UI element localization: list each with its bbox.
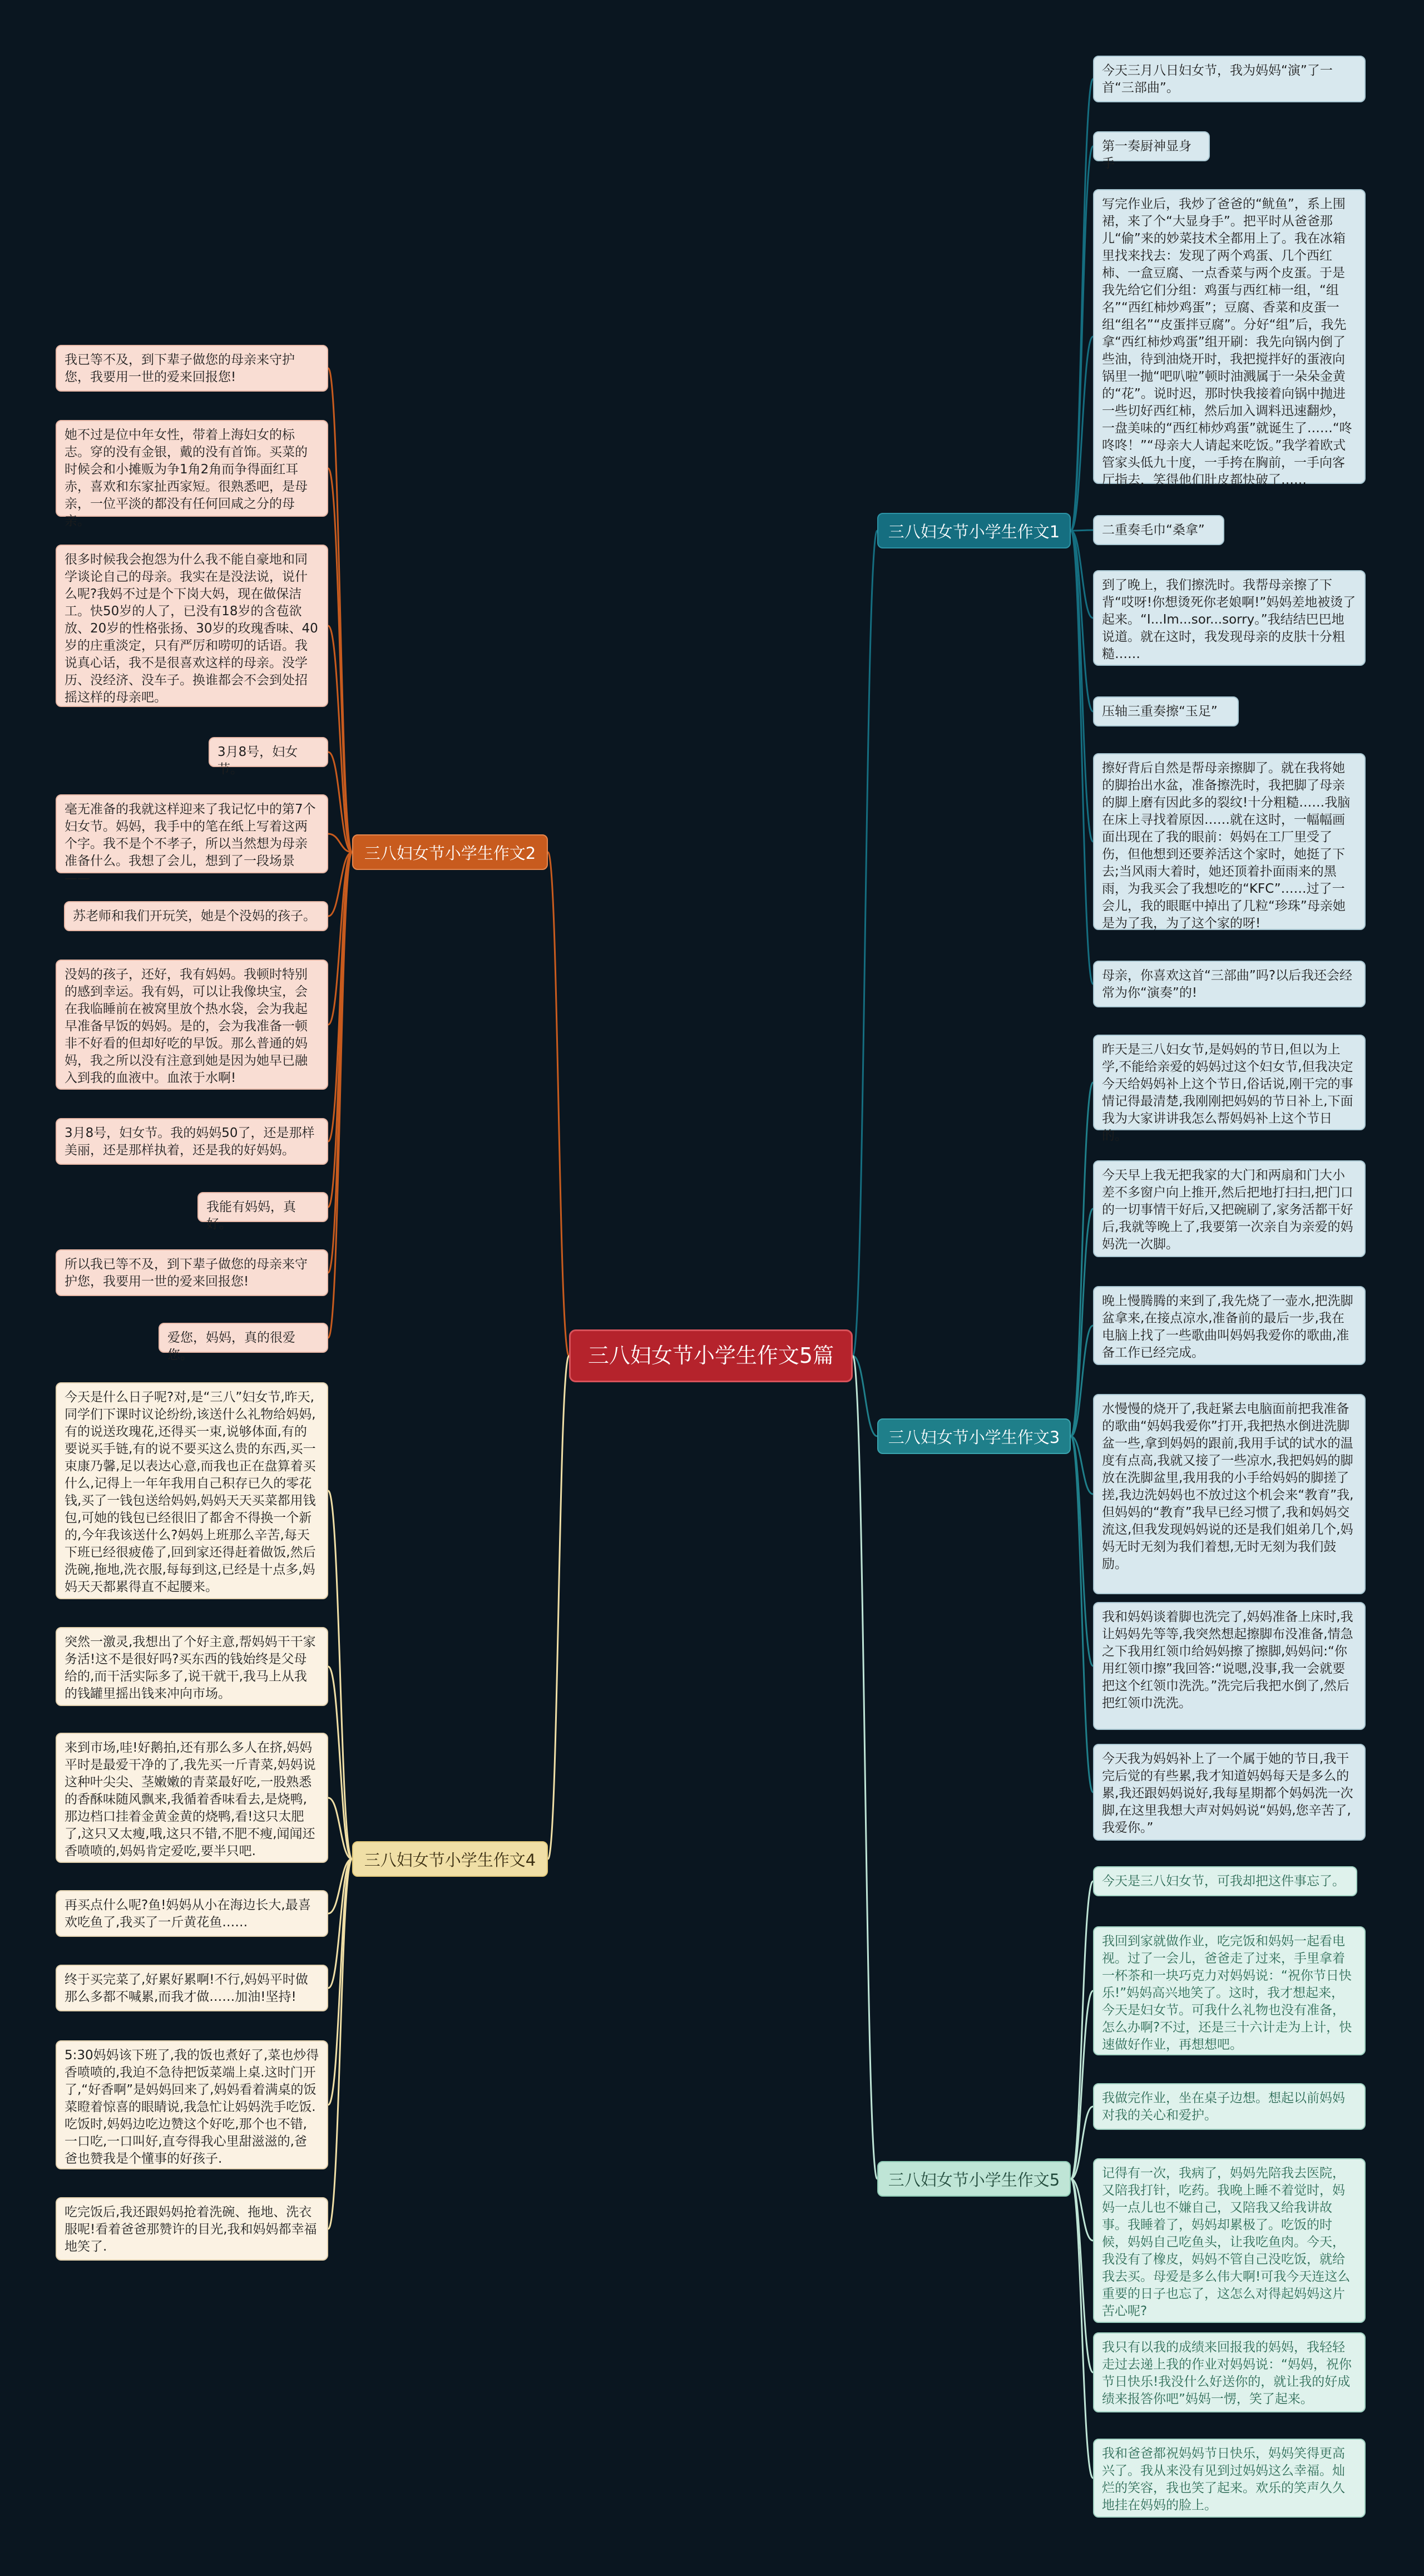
b4-node-1: 今天是什么日子呢?对,是“三八”妇女节,昨天,同学们下课时议论纷纷,该送什么礼物给妈妈,有的说送玫瑰花,还得买一束,说够体面,有的要说买手链,有的说不要买这么贵的东西,买一束康乃馨,足以表达心意,而我也正在盘算着买什么,记得上一年年我用自己积存已久的零花钱,买了一钱包送给妈妈,妈妈天天买菜都用钱包,可她的钱包已经很旧了都舍不得换一个新的,今年我该送什么?妈妈上班那么辛苦,每天下班已经很疲倦了,回到家还得赶着做饭,然后洗碗,拖地,洗衣服,每每到这,已经是十点多,妈妈天天都累得直不起腰来。 <box>56 1382 328 1599</box>
b2-node-10: 所以我已等不及，到下辈子做您的母亲来守护您，我要用一世的爱来回报您! <box>56 1249 328 1296</box>
b2-node-5: 毫无准备的我就这样迎来了我记忆中的第7个妇女节。妈妈，我手中的笔在纸上写着这两个字。我不是个不孝子，所以当然想为母亲准备什么。我想了会儿，想到了一段场景—— <box>56 794 328 873</box>
root-node[interactable]: 三八妇女节小学生作文5篇 <box>569 1329 853 1382</box>
b1-node-4: 二重奏毛巾“桑拿” <box>1093 515 1224 545</box>
link-b2-node-2 <box>328 468 352 852</box>
link-b5-node-1 <box>1071 1881 1093 2179</box>
link-root-b1 <box>853 531 877 1356</box>
b1-node-6: 压轴三重奏擦“玉足” <box>1093 696 1239 726</box>
b2-node-9: 我能有妈妈，真好。 <box>197 1192 328 1222</box>
link-b5-node-6 <box>1071 2179 1093 2478</box>
b5-node-1: 今天是三八妇女节，可我却把这件事忘了。 <box>1093 1866 1357 1896</box>
b4-node-4: 再买点什么呢?鱼!妈妈从小在海边长大,最喜欢吃鱼了,我买了一斤黄花鱼…… <box>56 1890 328 1937</box>
b2-node-6: 苏老师和我们开玩笑，她是个没妈的孩子。 <box>64 901 328 931</box>
b1-node-8: 母亲，你喜欢这首“三部曲”吗?以后我还会经常为你“演奏”的! <box>1093 961 1366 1007</box>
b5-node-3: 我做完作业，坐在桌子边想。想起以前妈妈对我的关心和爱护。 <box>1093 2083 1366 2130</box>
link-b3-node-6 <box>1071 1436 1093 1792</box>
link-b1-node-2 <box>1071 146 1093 531</box>
link-b2-node-11 <box>328 852 352 1338</box>
b4-node-7: 吃完饭后,我还跟妈妈抢着洗碗、拖地、洗衣服呢!看着爸爸那赞许的目光,我和妈妈都幸福地笑了. <box>56 2197 328 2261</box>
link-root-b5 <box>853 1356 877 2179</box>
b2-node-8: 3月8号，妇女节。我的妈妈50了，还是那样美丽，还是那样执着，还是我的好妈妈。 <box>56 1118 328 1165</box>
b1-node-2: 第一奏厨神显身手 <box>1093 131 1210 161</box>
b5-node-6: 我和爸爸都祝妈妈节日快乐，妈妈笑得更高兴了。我从来没有见到过妈妈这么幸福。灿烂的笑容，我也笑了起来。欢乐的笑声久久地挂在妈妈的脸上。 <box>1093 2439 1366 2518</box>
b4-node-6: 5:30妈妈该下班了,我的饭也煮好了,菜也炒得香喷喷的,我迫不急待把饭菜端上桌.这时门开了,“好香啊”是妈妈回来了,妈妈看着满桌的饭菜瞪着惊喜的眼睛说,我急忙让妈妈洗手吃饭.吃饭时,妈妈边吃边赞这个好吃,那个也不错,一口吃,一口叫好,直夸得我心里甜滋滋的,爸爸也赞我是个懂事的好孩子. <box>56 2040 328 2169</box>
link-b4-node-7 <box>328 1859 352 2229</box>
b4-node-3: 来到市场,哇!好鹅拍,还有那么多人在挤,妈妈平时是最爱干净的了,我先买一斤青菜,妈妈说这种叶尖尖、茎嫩嫩的青菜最好吃,一股熟悉的香酥味随风飘来,我循着香味看去,是烧鸭,那边档口挂着金黄金黄的烧鸭,看!这只太肥了,这只又太瘦,哦,这只不错,不肥不瘦,闻闻还香喷喷的,妈妈肯定爱吃,要半只吧. <box>56 1733 328 1863</box>
link-b1-node-8 <box>1071 531 1093 984</box>
b3-node-4: 水慢慢的烧开了,我赶紧去电脑面前把我准备的歌曲“妈妈我爱你”打开,我把热水倒进洗脚盆一些,拿到妈妈的跟前,我用手试的试水的温度有点高,我就又接了一些凉水,我把妈妈的脚放在洗脚盆里,我用我的小手给妈妈的脚搓了搓,我边洗妈妈也不放过这个机会来“教育”我,但妈妈的“教育”我早已经习惯了,我和妈妈交流这,但我发现妈妈说的还是我们姐弟几个,妈妈无时无刻为我们着想,无时无刻为我们鼓励。 <box>1093 1394 1366 1594</box>
b3-node-6: 今天我为妈妈补上了一个属于她的节日,我干完后觉的有些累,我才知道妈妈每天是多么的累,我还跟妈妈说好,我每星期都个妈妈洗一次脚,在这里我想大声对妈妈说“妈妈,您辛苦了,我爱你。” <box>1093 1744 1366 1841</box>
b2-node-2: 她不过是位中年女性，带着上海妇女的标志。穿的没有金银，戴的没有首饰。买菜的时候会和小摊贩为争1角2角而争得面红耳赤，喜欢和东家扯西家短。很熟悉吧，是母亲，一位平淡的都没有任何回咸之分的母亲。 <box>56 420 328 517</box>
branch-b1[interactable]: 三八妇女节小学生作文1 <box>877 513 1071 548</box>
b5-node-2: 我回到家就做作业，吃完饭和妈妈一起看电视。过了一会儿，爸爸走了过来，手里拿着一杯茶和一块巧克力对妈妈说：“祝你节日快乐!”妈妈高兴地笑了。这时，我才想起来，今天是妇女节。可我什么礼物也没有准备，怎么办啊?不过，还是三十六计走为上计，快速做好作业，再想想吧。 <box>1093 1926 1366 2055</box>
b3-node-2: 今天早上我无把我家的大门和两扇和门大小差不多窗户向上推开,然后把地打扫扫,把门口的一切事情干好后,又把碗刷了,家务活都干好后,我就等晚上了,我要第一次亲自为亲爱的妈妈洗一次脚。 <box>1093 1160 1366 1257</box>
b3-node-3: 晚上慢腾腾的来到了,我先烧了一壶水,把洗脚盆拿来,在接点凉水,准备前的最后一步,我在电脑上找了一些歌曲叫妈妈我爱你的歌曲,准备工作已经完成。 <box>1093 1286 1366 1365</box>
b5-node-5: 我只有以我的成绩来回报我的妈妈，我轻轻走过去递上我的作业对妈妈说：“妈妈，祝你节日快乐!我没什么好送你的，就让我的好成绩来报答你吧”妈妈一愣，笑了起来。 <box>1093 2332 1366 2412</box>
branch-b5[interactable]: 三八妇女节小学生作文5 <box>877 2161 1071 2197</box>
b1-node-7: 擦好背后自然是帮母亲擦脚了。就在我将她的脚抬出水盆，准备擦洗时，我把脚了母亲的脚上磨有因此多的裂纹!十分粗糙……我脑在床上寻找着原因……就在这时，一幅幅画面出现在了我的眼前：妈妈在工厂里受了伤，但他想到还要养活这个家时，她挺了下去;当风雨大着时，她还顶着扑面雨来的黑雨，为我买会了我想吃的“KFC”……过了一会儿，我的眼眶中掉出了几粒“珍珠”母亲她是为了我，为了这个家的呀! <box>1093 753 1366 930</box>
b1-node-3: 写完作业后，我炒了爸爸的“鱿鱼”，系上围裙，来了个“大显身手”。把平时从爸爸那儿“偷”来的妙菜技术全都用上了。我在冰箱里找来找去：发现了两个鸡蛋、几个西红柿、一盒豆腐、一点香菜与两个皮蛋。于是我先给它们分组：鸡蛋与西红柿一组，“组名”“西红柿炒鸡蛋”；豆腐、香菜和皮蛋一组“组名”“皮蛋拌豆腐”。分好“组”后，我先拿“西红柿炒鸡蛋”组开刷：我先向锅内倒了些油，待到油烧开时，我把搅拌好的蛋液向锅里一抛“吧叭啦”顿时油溅属于一朵朵金黄的“花”。说时迟，那时快我接着向锅中抛进一些切好西红柿，然后加入调料迅速翻炒，一盘美味的“西红柿炒鸡蛋”就诞生了……“咚咚咚！”“母亲大人请起来吃饭。”我学着欧式管家头低九十度，一手挎在胸前，一手向客厅指去，笑得他们肚皮都快破了…… <box>1093 189 1366 484</box>
link-b2-node-9 <box>328 852 352 1207</box>
link-root-b4 <box>548 1356 569 1860</box>
b3-node-1: 昨天是三八妇女节,是妈妈的节日,但以为上学,不能给亲爱的妈妈过这个妇女节,但我决定今天给妈妈补上这个节日,俗话说,刚干完的事情记得最清楚,我刚刚把妈妈的节日补上,下面我为大家讲讲我怎么帮妈妈补上这个节日的。 <box>1093 1035 1366 1130</box>
b1-node-5: 到了晚上，我们擦洗时。我帮母亲擦了下背“哎呀!你想烫死你老娘啊!”妈妈差地被烫了起来。“I...Im...sor...sorry。”我结结巴巴地说道。就在这时，我发现母亲的皮肤十分粗糙…… <box>1093 570 1366 666</box>
b1-node-1: 今天三月八日妇女节，我为妈妈“演”了一首“三部曲”。 <box>1093 56 1366 102</box>
b2-node-11: 爱您，妈妈，真的很爱您。 <box>159 1323 328 1353</box>
link-b2-node-1 <box>328 368 352 852</box>
b2-node-3: 很多时候我会抱怨为什么我不能自豪地和同学谈论自己的母亲。我实在是没法说，说什么呢?我妈不过是个下岗大妈，现在做保洁工。快50岁的人了，已没有18岁的含苞欲放、20岁的性格张扬、30岁的玫瑰香味、40岁的庄重淡定，只有严厉和唠叨的话语。我说真心话，我不是很喜欢这样的母亲。没学历、没经济、没车子。换谁都会不会到处招摇这样的母亲吧。 <box>56 545 328 707</box>
b3-node-5: 我和妈妈谈着脚也洗完了,妈妈准备上床时,我让妈妈先等等,我突然想起擦脚布没准备,情急之下我用红领巾给妈妈擦了擦脚,妈妈问:“你用红领巾擦”我回答:“说嗯,没事,我一会就要把这个红领巾洗洗。”洗完后我把水倒了,然后把红领巾洗洗。 <box>1093 1602 1366 1730</box>
b4-node-5: 终于买完菜了,好累好累啊!不行,妈妈平时做那么多都不喊累,而我才做……加油!坚持! <box>56 1965 328 2011</box>
b2-node-7: 没妈的孩子，还好，我有妈妈。我顿时特别的感到幸运。我有妈，可以让我像块宝，会在我临睡前在被窝里放个热水袋，会为我起早准备早饭的妈妈。是的，会为我准备一顿非不好看的但却好吃的早饭。那么普通的妈妈，我之所以没有注意到她是因为她早已融入到我的血液中。血浓于水啊! <box>56 960 328 1090</box>
b4-node-2: 突然一激灵,我想出了个好主意,帮妈妈干干家务活!这不是很好吗?买东西的钱始终是父母给的,而干活实际多了,说干就干,我马上从我的钱罐里摇出钱来冲向市场。 <box>56 1627 328 1706</box>
b2-node-4: 3月8号，妇女节。 <box>209 737 328 767</box>
link-b1-node-1 <box>1071 79 1093 531</box>
branch-b2[interactable]: 三八妇女节小学生作文2 <box>352 834 548 870</box>
b2-node-1: 我已等不及，到下辈子做您的母亲来守护您，我要用一世的爱来回报您! <box>56 345 328 392</box>
branch-b4[interactable]: 三八妇女节小学生作文4 <box>352 1841 548 1877</box>
branch-b3[interactable]: 三八妇女节小学生作文3 <box>877 1418 1071 1454</box>
link-root-b2 <box>548 852 569 1356</box>
b5-node-4: 记得有一次，我病了，妈妈先陪我去医院，又陪我打针，吃药。我晚上睡不着觉时，妈妈一点儿也不嫌自己，又陪我又给我讲故事。我睡着了，妈妈却累极了。吃饭的时候，妈妈自己吃鱼头，让我吃鱼肉。今天，我没有了橡皮，妈妈不管自己没吃饭，就给我去买。母爱是多么伟大啊!可我今天连这么重要的日子也忘了，这怎么对得起妈妈这片苦心呢? <box>1093 2158 1366 2323</box>
link-b1-node-4 <box>1071 530 1093 531</box>
